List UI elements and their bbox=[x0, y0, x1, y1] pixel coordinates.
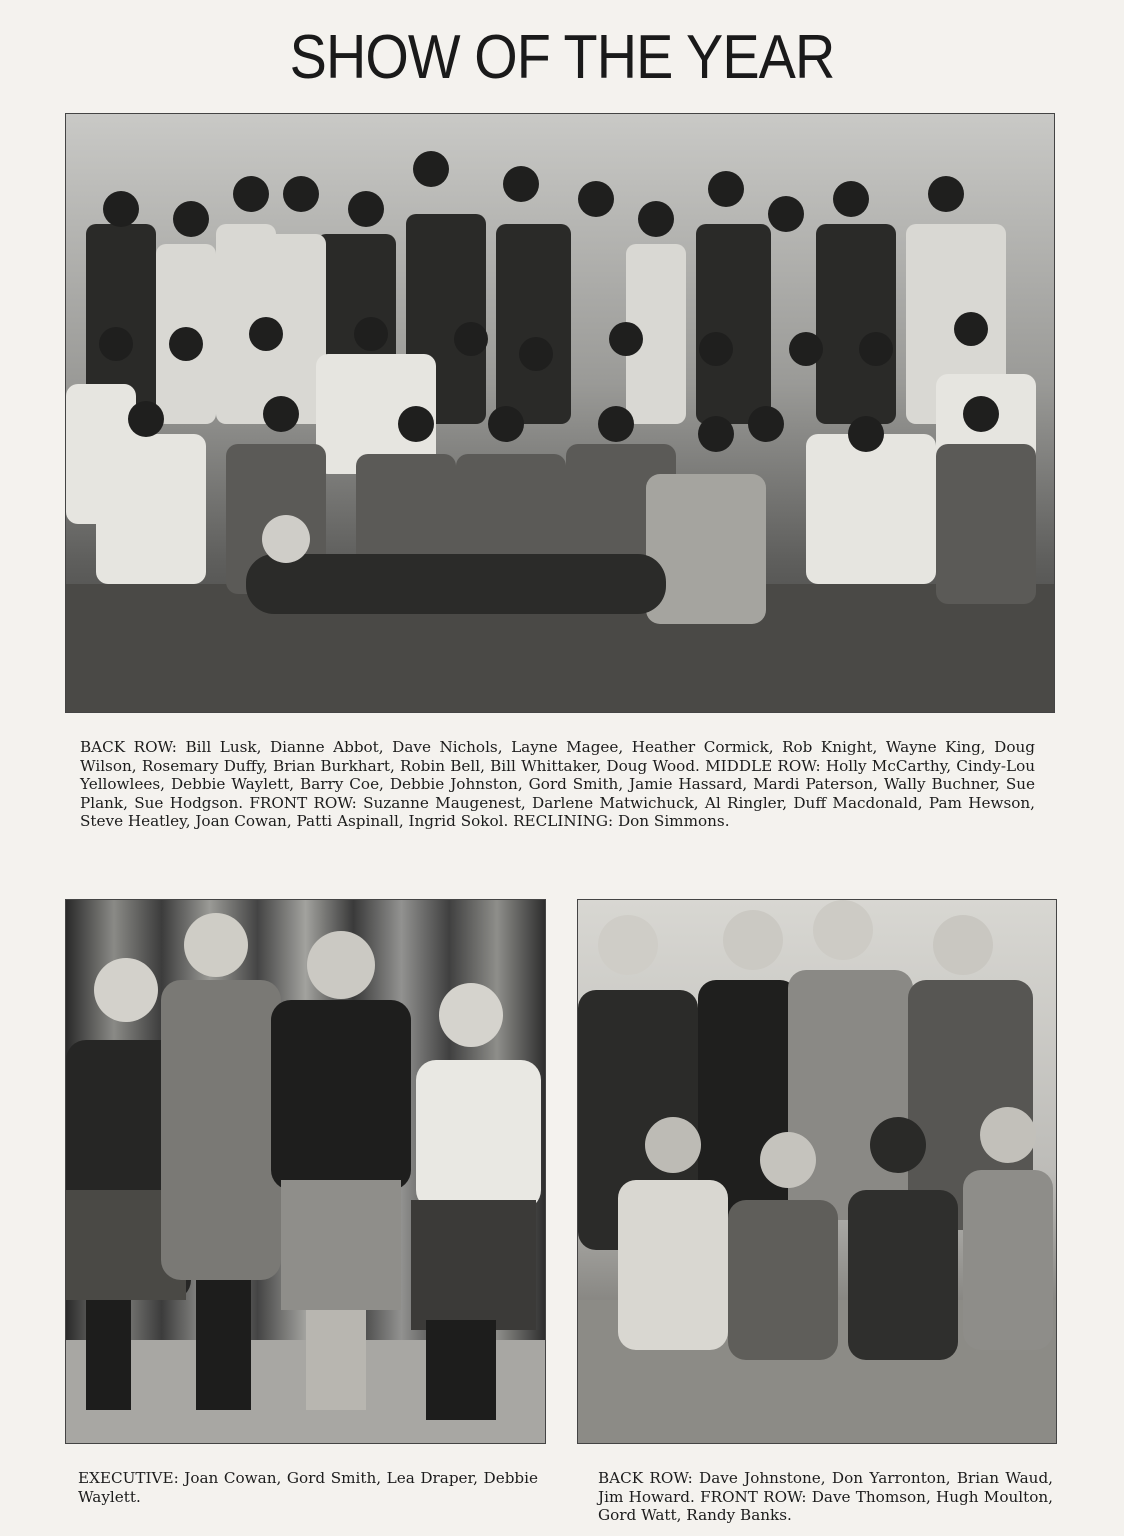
cast-photo-caption: BACK ROW: Bill Lusk, Dianne Abbot, Dave Nichols, Layne Magee, Heather Cormick, Rob Knight, Wayne King, Doug Wilson, Rosemary Duffy, Brian Burkhart, Robin Bell, Bill Whittaker, Doug Wood. MIDDLE ROW: Holly McCarthy, Cindy-Lou Yellowlees, Debbie Waylett, Barry Coe, Debbie Johnston, Gord Smith, Jamie Hassard, Mardi Paterson, Wally Buchner, Sue Plank, Sue Hodgson. FRONT ROW: Suzanne Maugenest, Darlene Matwichuck, Al Ringler, Duff Macdonald, Pam Hewson, Steve Heatley, Joan Cowan, Patti Aspinall, Ingrid Sokol. RECLINING: Don Simmons. bbox=[80, 738, 1035, 830]
crew-group-photo bbox=[577, 899, 1057, 1444]
page-title: SHOW OF THE YEAR bbox=[289, 23, 835, 92]
cast-photo-figures bbox=[66, 114, 1054, 712]
crew-photo-caption: BACK ROW: Dave Johnstone, Don Yarronton, Brian Waud, Jim Howard. FRONT ROW: Dave Thomson, Hugh Moulton, Gord Watt, Randy Banks. bbox=[598, 1469, 1053, 1524]
cast-group-photo bbox=[65, 113, 1055, 713]
executive-photo-figures bbox=[66, 900, 545, 1443]
executive-photo-caption: EXECUTIVE: Joan Cowan, Gord Smith, Lea Draper, Debbie Waylett. bbox=[78, 1469, 538, 1506]
crew-photo-figures bbox=[578, 900, 1056, 1443]
executive-group-photo bbox=[65, 899, 546, 1444]
